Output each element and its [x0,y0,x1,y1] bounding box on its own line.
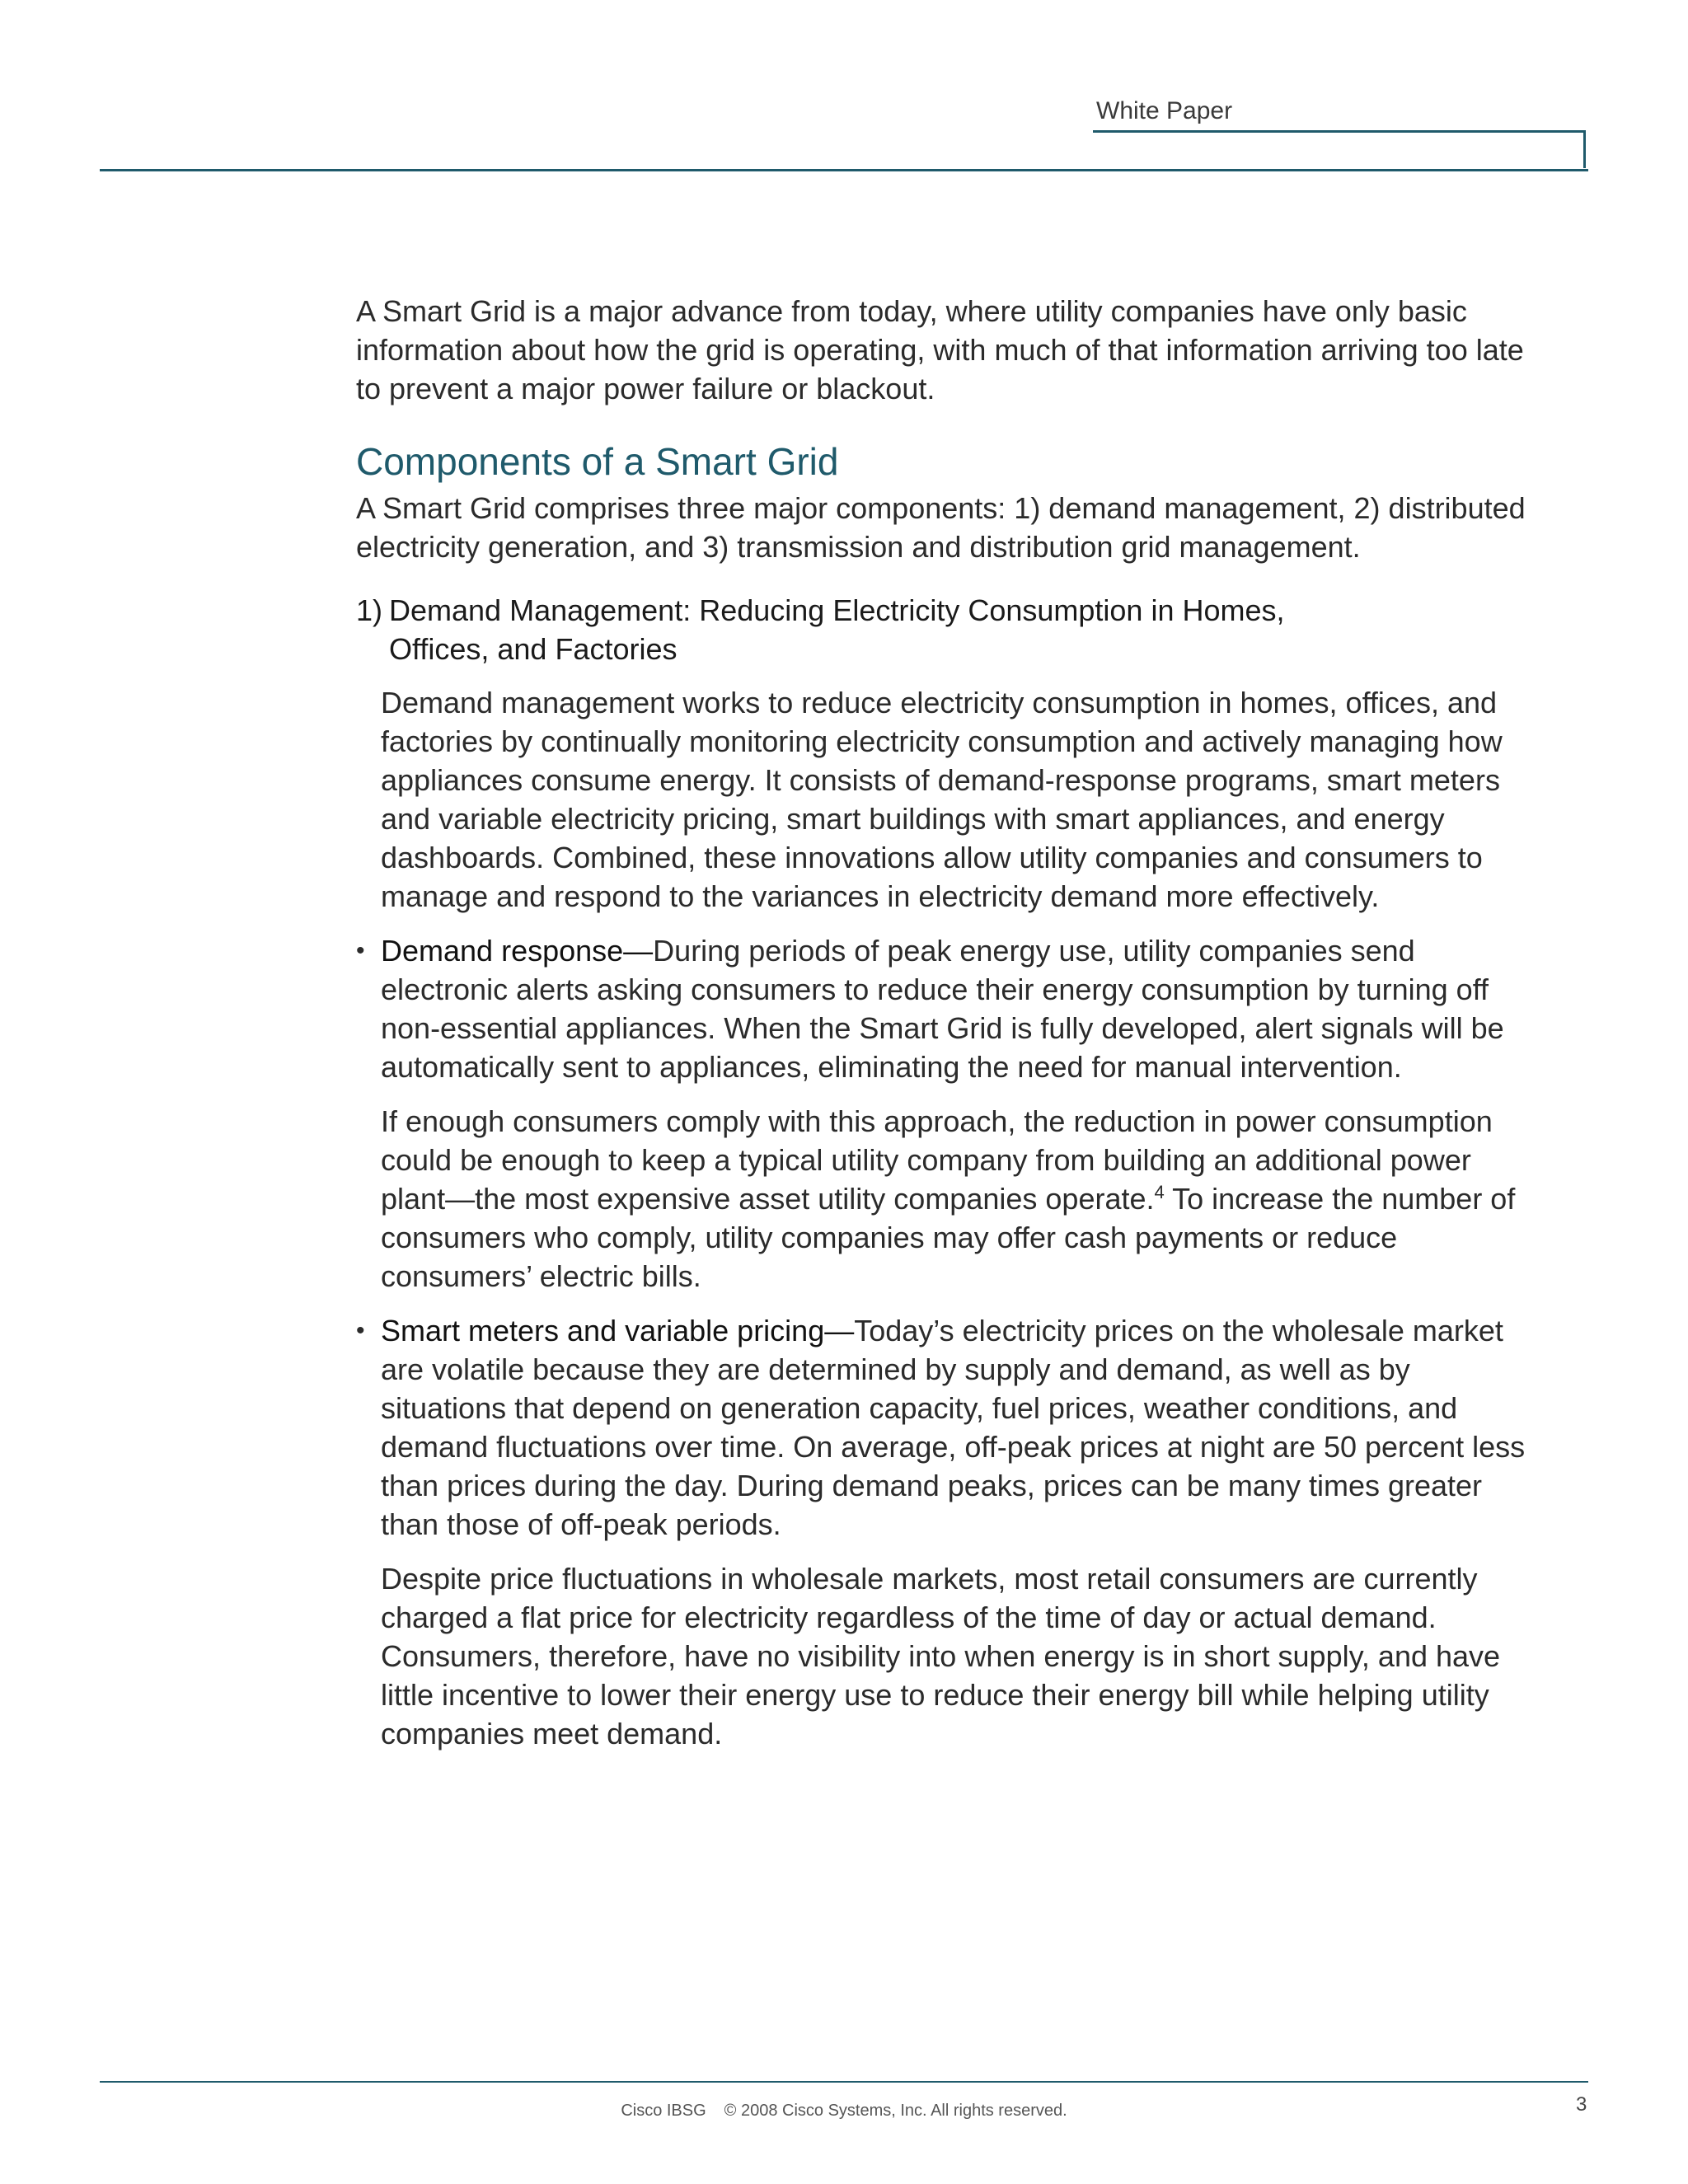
footer-org: Cisco IBSG [621,2102,706,2120]
bullet-smart-meters [356,1311,1543,1544]
bullet-lead: Smart meters and variable pricing— [381,1314,855,1347]
main-content [356,292,1543,1769]
section-heading: Components of a Smart Grid [356,440,839,483]
header-tab-frame [1093,130,1586,168]
subsection-paragraph: Demand management works to reduce electricity consumption in homes, offices, and factories by continually monitoring electricity consumption and actively managing how appliances consume energy. It consists of demand-response programs, smart meters and variable electricity pricing, smart buildings with smart appliances, and energy dashboards. Combined, these innovations allow utility companies and consumers to manage and respond to the variances in electricity demand more effectively. [381,686,1503,913]
bullet-text: During periods of peak energy use, utility companies send electronic alerts asking consumers to reduce their energy consumption by turning off non-essential appliances. When the Smart Grid is fully developed, alert signals will be automatically sent to appliances, eliminating the need for manual intervention. [381,934,1504,1084]
bullet-followup-paragraph [356,1102,1543,1296]
header-label: White Paper [1096,97,1233,124]
bullet-demand-response [356,931,1543,1086]
page-number: 3 [1576,2093,1587,2116]
bullet-marker: • [356,1317,365,1344]
subsection-number: 1) [356,593,383,627]
footer-divider [100,2081,1588,2083]
bullet-followup-paragraph: Despite price fluctuations in wholesale markets, most retail consumers are currently charged a flat price for electricity regardless of the time of day or actual demand. Consumers, therefore, have no visibility into when energy is in short supply, and have little incentive to lower their energy use to reduce their energy bill while helping utility companies meet demand. [381,1562,1501,1750]
followup-text-start: If enough consumers comply with this approach, the reduction in power consumption could be enough to keep a typical utility company from building an additional power plant—the most expensive asset utility companies operate. [381,1104,1493,1216]
followup-text-end: To increase the number of consumers who comply, utility companies may offer cash payments or reduce consumers’ electric bills. [381,1182,1516,1293]
subsection-title: Demand Management: Reducing Electricity Consumption in Homes, Offices, and Factories [389,593,1285,666]
footer-copyright: © 2008 Cisco Systems, Inc. All rights reserved. [724,2102,1067,2120]
bullet-lead: Demand response— [381,934,654,968]
section-intro-paragraph: A Smart Grid comprises three major components: 1) demand management, 2) distributed electricity generation, and 3) transmission and distribution grid management. [356,491,1526,564]
footer-text [0,2102,1688,2121]
intro-paragraph: A Smart Grid is a major advance from today, where utility companies have only basic information about how the grid is operating, with much of that information arriving too late to prevent a major power failure or blackout. [356,294,1524,405]
footnote-reference[interactable]: 4 [1154,1182,1165,1202]
header-divider [100,169,1588,171]
subsection-heading [356,591,1543,668]
bullet-marker: • [356,937,365,964]
bullet-text: Today’s electricity prices on the wholesale market are volatile because they are determined by supply and demand, as well as by situations that depend on generation capacity, fuel prices, weather conditions, and demand fluctuations over time. On average, off-peak prices at night are 50 percent less than prices during the day. During demand peaks, prices can be many times greater than those of off-peak periods. [381,1314,1526,1541]
